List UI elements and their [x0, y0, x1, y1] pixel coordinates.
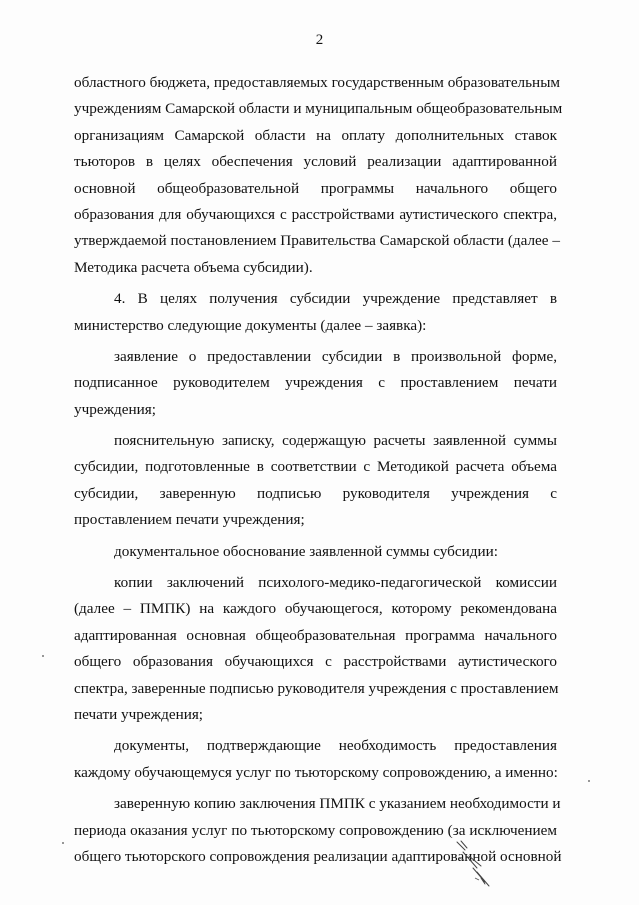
text-line: документы, подтверждающие необходимость предоставления — [114, 737, 557, 755]
paragraph-supporting-documents — [74, 733, 557, 786]
text-line: заверенную копию заключения ПМПК с указанием необходимости и — [114, 795, 561, 813]
text-line: (далее – ПМПК) на каждого обучающегося, которому рекомендована — [74, 600, 557, 618]
text-line: спектра, заверенные подписью руководителя учреждения с проставлением — [74, 679, 559, 697]
paragraph-subsidy-methodology — [74, 70, 563, 281]
text-line: Методика расчета объема субсидии). — [74, 258, 313, 276]
text-line: пояснительную записку, содержащую расчеты заявленной суммы — [114, 432, 557, 450]
text-line: 4. В целях получения субсидии учреждение представляет в — [114, 290, 557, 308]
text-line: проставлением печати учреждения; — [74, 511, 305, 529]
text-line: тьюторов в целях обеспечения условий реализации адаптированной — [74, 153, 557, 171]
text-line: министерство следующие документы (далее – заявка): — [74, 316, 427, 334]
page-number: 2 — [315, 32, 324, 48]
paragraph-item-4 — [74, 286, 557, 339]
paragraph-explanatory-note — [74, 428, 557, 534]
text-line: утверждаемой постановлением Правительства Самарской области (далее – — [74, 232, 560, 250]
text-line: печати учреждения; — [74, 705, 204, 723]
text-line: каждому обучающемуся услуг по тьюторскому сопровождению, а именно: — [74, 763, 558, 781]
document-body — [74, 70, 563, 870]
text-line: заявление о предоставлении субсидии в произвольной форме, — [114, 347, 557, 365]
text-line: копии заключений психолого-медико-педагогической комиссии — [114, 574, 557, 592]
text-line: периода оказания услуг по тьюторскому сопровождению (за исключением — [74, 821, 557, 839]
text-line: документальное обоснование заявленной суммы субсидии: — [114, 542, 498, 560]
text-line: адаптированная основная общеобразовательная программа начального — [74, 626, 557, 644]
text-line: учреждения; — [74, 400, 156, 418]
paragraph-pmpk-copies — [74, 570, 557, 728]
text-line: подписанное руководителем учреждения с проставлением печати — [74, 374, 557, 392]
text-line: основной общеобразовательной программы начального общего — [74, 179, 557, 197]
scan-speck — [42, 655, 44, 657]
paragraph-documentary-justification — [74, 539, 557, 565]
scan-speck — [62, 842, 64, 844]
scan-speck — [588, 780, 590, 782]
text-line: общего тьюторского сопровождения реализации адаптированной основной — [74, 847, 562, 865]
text-line: учреждениям Самарской области и муниципальным общеобразовательным — [74, 100, 563, 118]
text-line: организациям Самарской области на оплату дополнительных ставок — [74, 126, 557, 144]
text-line: областного бюджета, предоставляемых государственным образовательным — [74, 74, 561, 91]
text-line: общего образования обучающихся с расстройствами аутистического — [74, 653, 557, 671]
paragraph-application — [74, 344, 557, 423]
handwritten-signature-mark — [455, 838, 495, 888]
text-line: образования для обучающихся с расстройствами аутистического спектра, — [74, 205, 557, 223]
text-line: субсидии, заверенную подписью руководителя учреждения с — [74, 484, 557, 502]
text-line: субсидии, подготовленные в соответствии с Методикой расчета объема — [74, 458, 557, 476]
